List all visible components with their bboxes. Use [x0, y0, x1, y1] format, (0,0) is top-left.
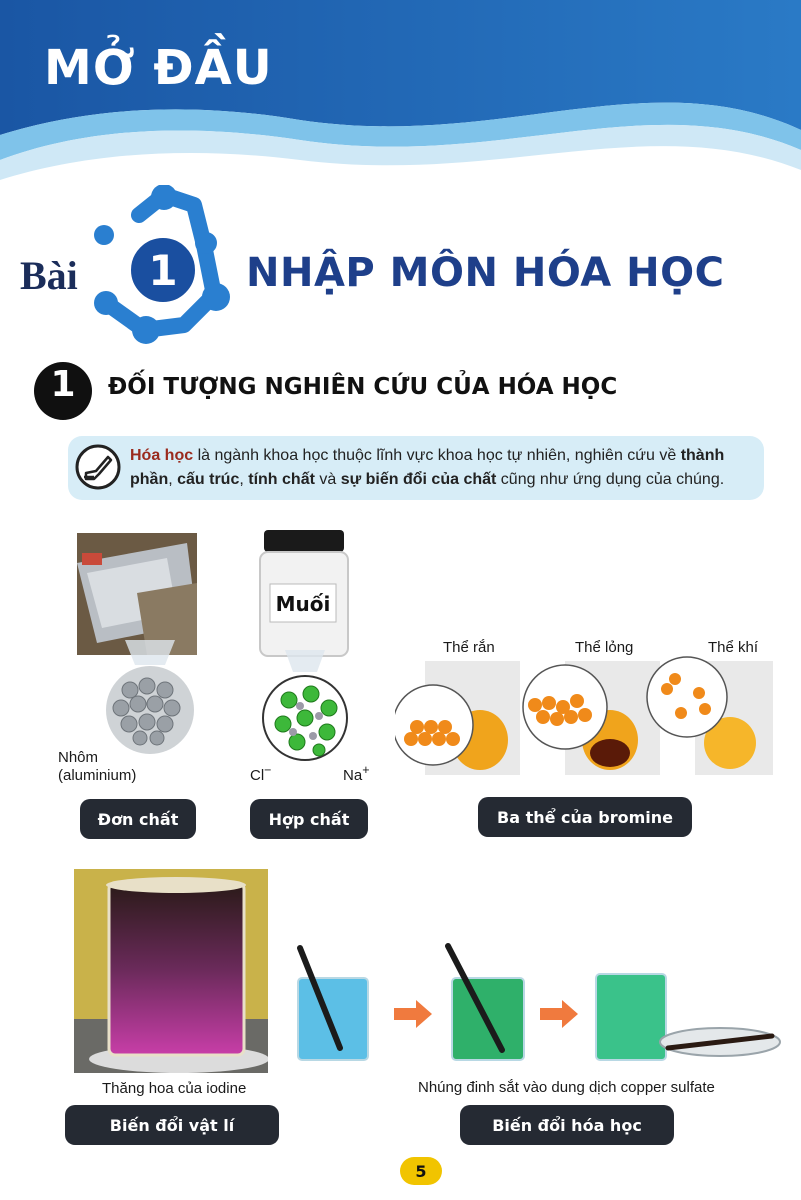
iron-caption: Nhúng đinh sắt vào dung dịch copper sulfate — [418, 1079, 715, 1096]
copper-sulfate-reaction-photo — [290, 938, 790, 1068]
lesson-title: NHẬP MÔN HÓA HỌC — [246, 250, 725, 296]
state-gas-label: Thể khí — [708, 639, 759, 656]
compound-button: Hợp chất — [250, 799, 368, 839]
state-solid-label: Thể rắn — [443, 639, 495, 656]
bromine-states-photo — [395, 655, 773, 777]
aluminium-label-en: (aluminium) — [58, 767, 137, 784]
aluminium-foil-photo — [77, 533, 197, 655]
iodine-sublimation-photo — [74, 869, 268, 1073]
chapter-title: MỞ ĐẦU — [44, 40, 273, 96]
aluminium-label: Nhôm — [58, 749, 99, 766]
lesson-number: 1 — [148, 246, 178, 295]
section-number: 1 — [50, 364, 76, 405]
lesson-prefix: Bài — [20, 253, 78, 298]
section-title: ĐỐI TƯỢNG NGHIÊN CỨU CỦA HÓA HỌC — [108, 374, 618, 400]
chemical-change-button: Biến đổi hóa học — [460, 1105, 674, 1145]
iodine-caption: Thăng hoa của iodine — [102, 1080, 247, 1097]
element-button: Đơn chất — [80, 799, 196, 839]
writing-hand-icon — [74, 443, 122, 491]
sodium-chloride-lattice — [255, 650, 355, 762]
physical-change-button: Biến đổi vật lí — [65, 1105, 279, 1145]
page-number: 5 — [400, 1157, 442, 1185]
bromine-button: Ba thể của bromine — [478, 797, 692, 837]
salt-jar-label: Muối — [275, 592, 331, 616]
definition-text: Hóa học là ngành khoa học thuộc lĩnh vực khoa học tự nhiên, nghiên cứu về thành phần, cấu trúc, tính chất và sự biến đổi của chất cũng như ứng dụng của chúng. — [130, 447, 725, 488]
aluminium-atom-lattice — [95, 640, 205, 755]
state-liquid-label: Thể lỏng — [575, 639, 634, 656]
chloride-ion-label: Cl− — [250, 763, 272, 784]
sodium-ion-label: Na+ — [343, 763, 370, 784]
